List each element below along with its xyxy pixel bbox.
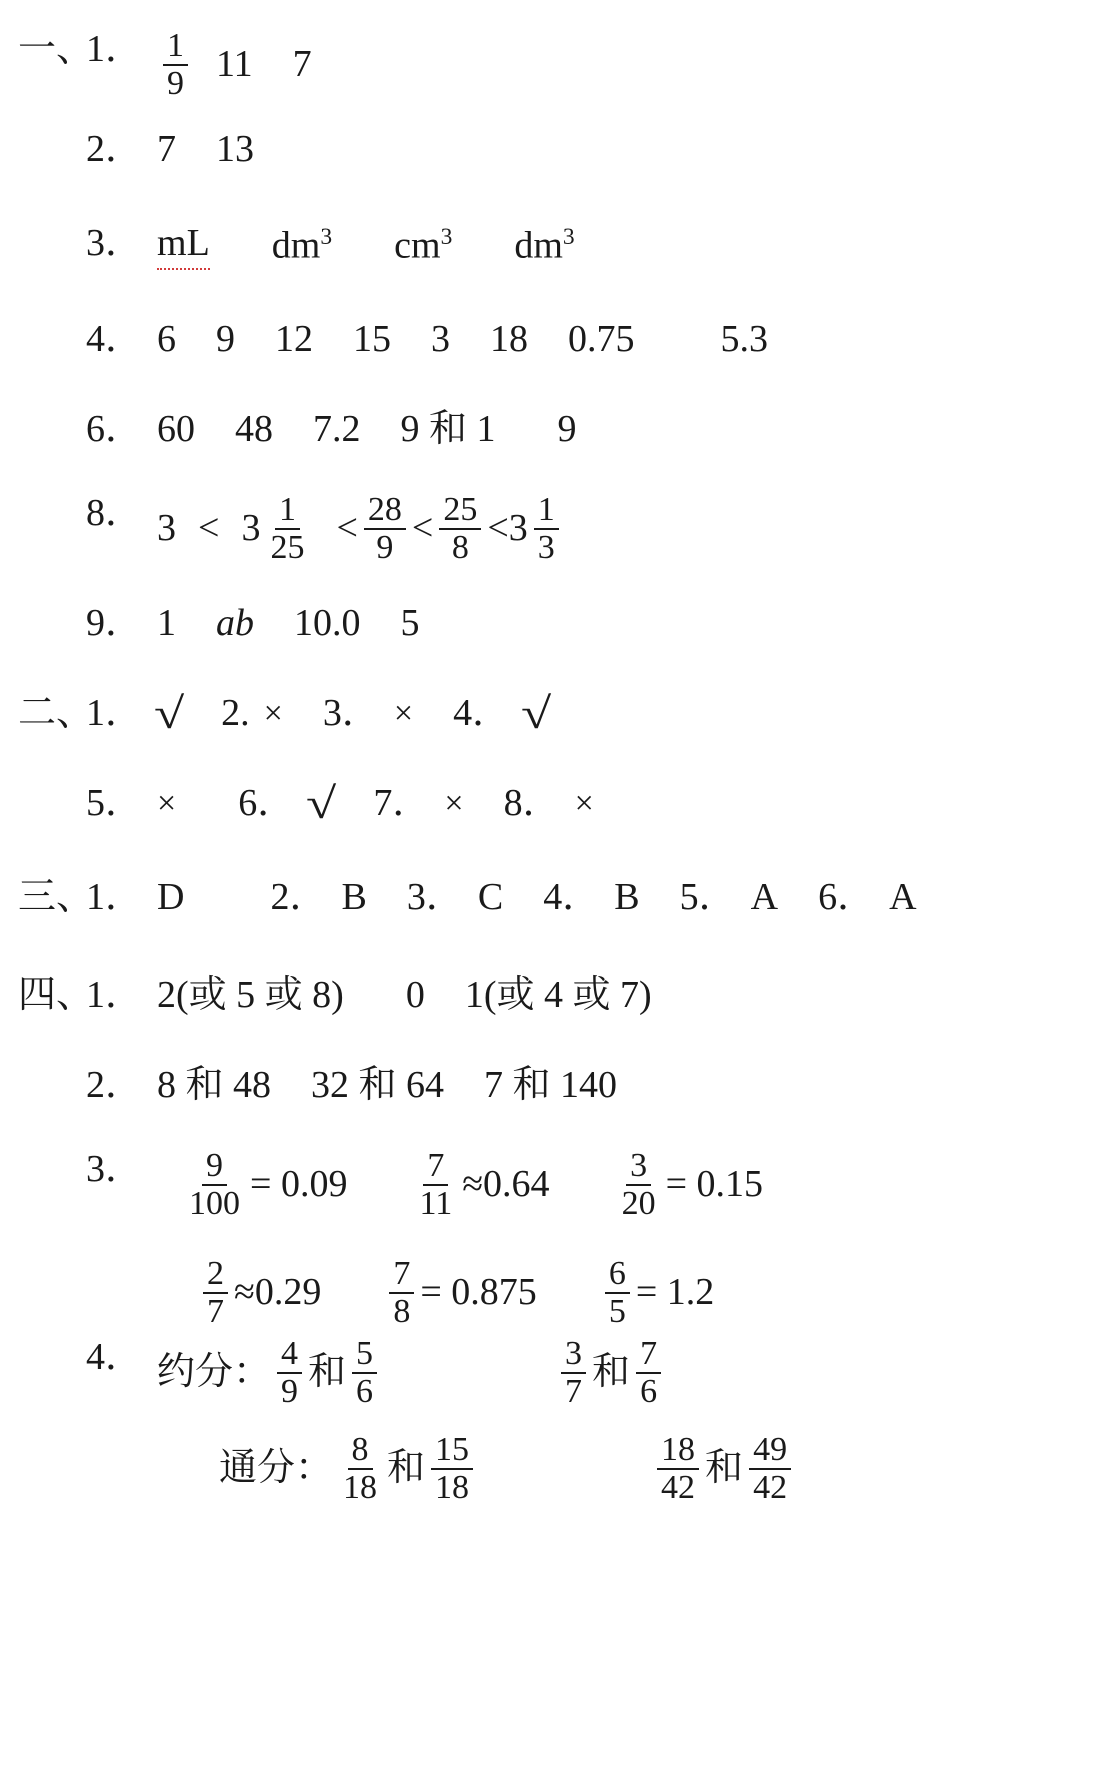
section-3-row — [0, 876, 917, 920]
answer-value: 6 — [157, 318, 177, 360]
fraction: $\frac{49}{42}$ — [749, 1432, 791, 1505]
answer-value: 9 和 1 — [400, 408, 496, 450]
section-1-item-1 — [0, 28, 312, 101]
wrong-mark: × — [157, 785, 177, 822]
answer-value: 2(或 5 或 8) — [157, 974, 344, 1016]
fraction: $\frac{15}{18}$ — [431, 1432, 473, 1505]
answer-value: 8 和 48 — [157, 1064, 272, 1106]
answer-value: 15 — [353, 318, 392, 360]
answer-value: 13 — [216, 128, 255, 170]
item-content — [86, 876, 917, 920]
item-content — [157, 318, 768, 362]
item-content — [86, 779, 594, 828]
answer-value: 1(或 4 或 7) — [464, 974, 652, 1016]
item-content — [157, 1336, 667, 1409]
item-content — [157, 1064, 617, 1108]
item-content — [157, 28, 312, 101]
item-number: 2. — [221, 692, 250, 735]
choice-answer: C — [477, 876, 504, 918]
answer-value: 9 — [216, 318, 236, 360]
choice-answer: A — [889, 876, 917, 918]
answer-expression: ab — [216, 602, 255, 644]
section-1-item-3 — [0, 222, 575, 270]
item-number: 3． — [86, 222, 144, 264]
fraction: $\frac{18}{42}$ — [657, 1432, 699, 1505]
section-2-row-1 — [0, 689, 552, 738]
answer-value: 3 — [157, 506, 177, 549]
item-number: 3． — [86, 1148, 144, 1190]
choice-answer: B — [341, 876, 367, 918]
item-number: 2． — [270, 876, 328, 918]
reduce-label: 约分： — [157, 1350, 272, 1393]
fraction: $\frac{7}{6}$ — [636, 1336, 661, 1409]
fraction: $\frac{7}{8}$ — [389, 1256, 414, 1329]
mixed-number: 3 $\frac{1}{3}$ — [509, 492, 565, 565]
answer-value: 0.75 — [568, 318, 635, 360]
item-number: 4． — [543, 876, 601, 918]
item-content — [157, 1148, 763, 1221]
answer-value: 3 — [431, 318, 451, 360]
answer-value: 0 — [405, 974, 425, 1016]
wrong-mark: × — [263, 695, 283, 732]
answer-unit-dm3: $dm^3$ — [271, 223, 333, 267]
item-number: 1． — [86, 876, 144, 918]
fraction: $\frac{7}{11}$ — [419, 1147, 453, 1222]
answer-unit-cm3: $cm^3$ — [394, 223, 453, 267]
correct-mark: √ — [521, 689, 552, 738]
item-content — [157, 128, 254, 172]
section-1-item-6 — [0, 408, 577, 452]
answer-value: 1 — [157, 602, 177, 644]
answer-value: 11 — [216, 42, 253, 85]
item-number: 4． — [86, 1336, 144, 1378]
answer-value: 60 — [157, 408, 196, 450]
item-content — [157, 492, 565, 565]
answer-value: 7.2 — [313, 408, 361, 450]
section-4-item-2 — [0, 1064, 617, 1108]
item-content — [157, 222, 575, 270]
item-number: 8． — [503, 782, 561, 825]
item-number: 2． — [86, 1064, 144, 1106]
choice-answer: D — [157, 876, 185, 918]
item-number: 1． — [86, 692, 144, 735]
correct-mark: √ — [153, 689, 185, 738]
item-number: 3． — [406, 876, 464, 918]
item-content — [157, 602, 420, 646]
item-number: 3． — [322, 692, 380, 735]
item-number: 4． — [453, 692, 511, 735]
answer-value: 9 — [557, 408, 577, 450]
fraction: $\frac{25}{8}$ — [439, 492, 481, 565]
item-number: 6． — [238, 782, 296, 825]
section-4-item-4-reduce — [0, 1336, 667, 1409]
fraction: $\frac{5}{6}$ — [352, 1336, 377, 1409]
section-3-label: 三、 — [18, 876, 95, 918]
section-1-item-2 — [0, 128, 254, 172]
item-number: 5． — [679, 876, 737, 918]
fraction: $\frac{28}{9}$ — [364, 492, 406, 565]
relation: = 0.15 — [665, 1162, 763, 1205]
answer-value: 32 和 64 — [311, 1064, 445, 1106]
mixed-number: 3 $\frac{1}{25}$ — [241, 492, 314, 565]
item-number: 6． — [86, 408, 144, 450]
fraction: $\frac{3}{7}$ — [561, 1336, 586, 1409]
answer-value: 48 — [235, 408, 274, 450]
section-2-row-2 — [0, 779, 594, 828]
wrong-mark: × — [574, 785, 594, 822]
section-4-item-4-common — [0, 1432, 797, 1505]
fraction: $\frac{1}{3}$ — [534, 492, 559, 565]
less-than-sign: < — [198, 506, 220, 549]
item-content — [86, 689, 552, 738]
fraction: $\frac{3}{20}$ — [621, 1147, 656, 1222]
fraction: $\frac{2}{7}$ — [203, 1256, 228, 1329]
correct-mark: √ — [306, 779, 337, 828]
wrong-mark: × — [444, 785, 464, 822]
answer-unit-ml: mL — [157, 222, 210, 270]
section-1-item-4 — [0, 318, 768, 362]
section-4-item-1 — [0, 974, 652, 1018]
section-4-item-3-line-2 — [0, 1256, 714, 1329]
item-number: 2． — [86, 128, 144, 170]
choice-answer: A — [750, 876, 779, 918]
wrong-mark: × — [393, 695, 414, 732]
less-than-sign: < — [336, 506, 358, 549]
item-number: 6． — [818, 876, 876, 918]
relation: ≈0.64 — [462, 1162, 550, 1205]
item-content — [157, 408, 577, 452]
choice-answer: B — [614, 876, 640, 918]
answer-value: 10.0 — [294, 602, 361, 644]
item-number: 8． — [86, 492, 144, 534]
item-number: 5． — [86, 782, 144, 825]
answer-value: 18 — [490, 318, 529, 360]
conjunction: 和 — [592, 1350, 631, 1393]
section-1-label: 一、 — [18, 28, 95, 70]
relation: = 0.875 — [420, 1270, 537, 1313]
section-1-item-9 — [0, 602, 420, 646]
conjunction: 和 — [308, 1350, 347, 1393]
conjunction: 和 — [387, 1446, 426, 1489]
less-than-sign: < — [411, 506, 434, 549]
conjunction: 和 — [705, 1446, 744, 1489]
item-number: 1． — [86, 28, 144, 70]
item-number: 9． — [86, 602, 144, 644]
fraction: $\frac{1}{25}$ — [270, 491, 305, 566]
fraction: $\frac{4}{9}$ — [277, 1336, 302, 1409]
item-content — [157, 1256, 714, 1329]
item-number: 4． — [86, 318, 144, 360]
relation: ≈0.29 — [234, 1270, 322, 1313]
less-than-sign: < — [487, 506, 509, 549]
fraction: $\frac{6}{5}$ — [605, 1256, 630, 1329]
answer-unit-dm3-2: $dm^3$ — [514, 223, 575, 267]
answer-value: 7 — [292, 42, 312, 85]
common-denominator-label: 通分： — [219, 1446, 334, 1489]
answer-value: 12 — [275, 318, 314, 360]
item-number: 1． — [86, 974, 144, 1016]
answer-value: 7 — [157, 128, 177, 170]
fraction: $\frac{9}{100}$ — [189, 1147, 241, 1222]
section-2-label: 二、 — [18, 692, 95, 734]
section-1-item-8 — [0, 492, 565, 565]
relation: = 0.09 — [250, 1162, 348, 1205]
answer-value: 5 — [400, 602, 420, 644]
fraction: $\frac{8}{18}$ — [343, 1431, 378, 1506]
section-4-item-3-line-1 — [0, 1148, 763, 1221]
item-content — [157, 974, 652, 1018]
relation: = 1.2 — [635, 1270, 715, 1313]
answer-value: 7 和 140 — [484, 1064, 618, 1106]
item-content — [157, 1432, 797, 1505]
answer-value: 5.3 — [720, 318, 769, 360]
fraction-one-ninth: $\frac{1}{9}$ — [163, 28, 188, 101]
item-number: 7． — [373, 782, 431, 825]
section-4-label: 四、 — [18, 974, 95, 1016]
